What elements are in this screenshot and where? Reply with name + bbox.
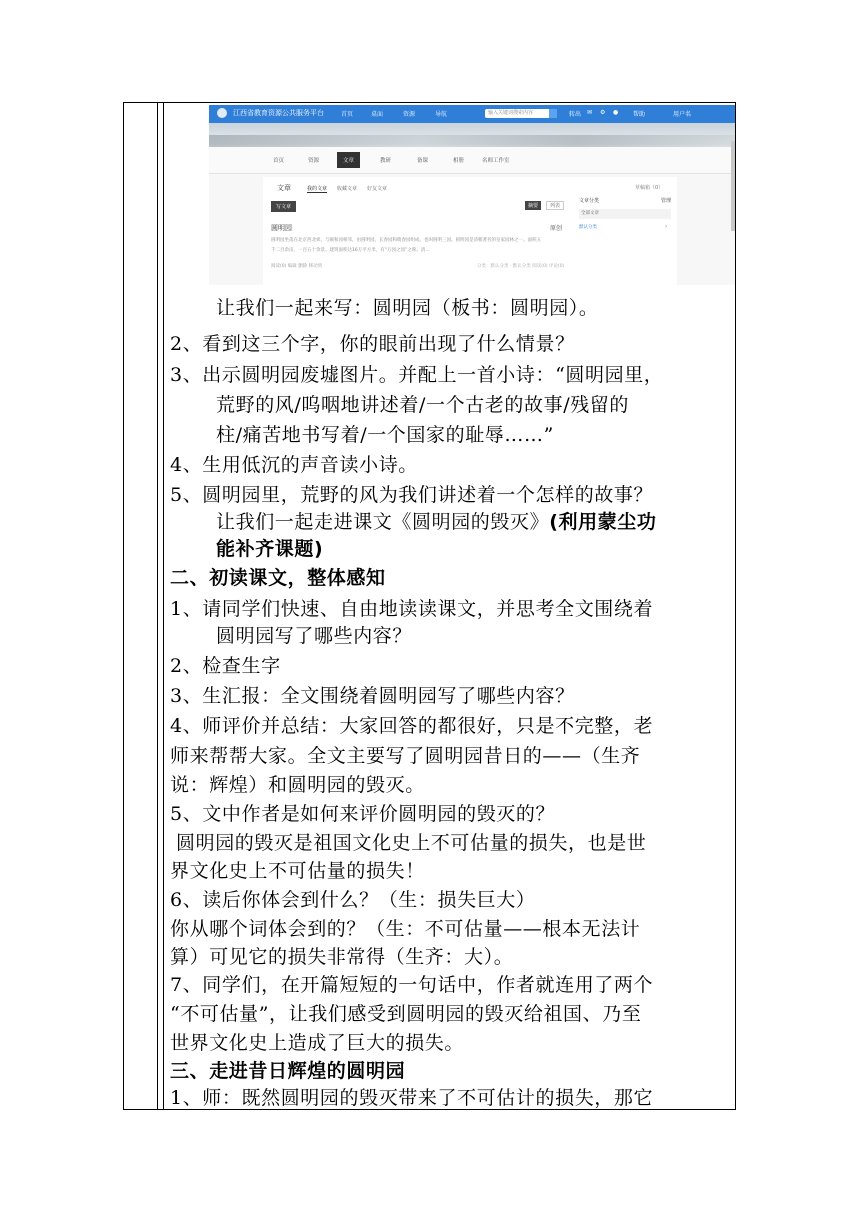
- text-line: 荒野的风/呜咽地讲述着/一个古老的故事/残留的: [216, 394, 630, 416]
- text-line: 6、读后你体会到什么？（生：损失巨大）: [170, 889, 536, 911]
- text-line: 圆明园的毁灭是祖国文化史上不可估量的损失，也是世: [176, 832, 647, 854]
- text-line: 算）可见它的损失非常得（生齐：大）。: [170, 946, 514, 968]
- article-panel: [263, 177, 677, 285]
- category-title: 文章分类: [579, 198, 600, 204]
- portal-logo-icon: [217, 108, 227, 118]
- nav-item-home[interactable]: 首页: [341, 111, 354, 118]
- tab-album[interactable]: 相册: [453, 158, 465, 164]
- category-sidebar: [579, 197, 671, 257]
- text-line: 4、生用低沉的声音读小诗。: [170, 454, 418, 476]
- subtab-my-articles[interactable]: 我的文章: [307, 186, 328, 192]
- text-line: 师来帮帮大家。全文主要写了圆明园昔日的——（生齐: [170, 745, 641, 767]
- subtab-friends[interactable]: 好友文章: [367, 186, 388, 192]
- text-line: 让我们一起来写：圆明园（板书：圆明园）。: [216, 297, 599, 319]
- text-line: 圆明园写了哪些内容？: [216, 625, 413, 647]
- chevron-right-icon[interactable]: ›: [665, 223, 668, 230]
- help-link[interactable]: 帮助: [633, 111, 646, 118]
- text-line: 7、同学们，在开篇短短的一句话中，作者就连用了两个: [170, 974, 654, 996]
- text-line: 1、师：既然圆明园的毁灭带来了不可估计的损失，那它: [170, 1087, 654, 1109]
- nav-item-desktop[interactable]: 桌面: [371, 111, 384, 118]
- category-all[interactable]: 全部文章: [579, 209, 671, 219]
- category-manage-link[interactable]: 管理: [661, 198, 672, 204]
- view-summary-button[interactable]: 摘要: [525, 201, 541, 210]
- portal-tabs: [209, 147, 735, 174]
- view-list-button[interactable]: 列表: [546, 201, 564, 210]
- notification-icon[interactable]: ●: [613, 109, 619, 116]
- settings-icon[interactable]: ⚙: [600, 109, 606, 116]
- mail-icon[interactable]: ✉: [587, 109, 593, 116]
- header-item-transfer[interactable]: 转出: [569, 111, 582, 118]
- text-line: 说：辉煌）和圆明园的毁灭。: [170, 774, 425, 796]
- section-heading: 二、初读课文，整体感知: [170, 567, 386, 589]
- text-line: 世界文化史上造成了巨大的损失。: [170, 1032, 465, 1054]
- nav-item-resources[interactable]: 资源: [403, 111, 416, 118]
- write-article-button[interactable]: 写文章: [271, 201, 296, 212]
- text-line: 2、检查生字: [170, 655, 281, 677]
- text-line: 4、师评价并总结：大家回答的都很好，只是不完整，老: [170, 715, 654, 737]
- category-default[interactable]: 默认分类: [579, 225, 597, 230]
- article-meta-right: 分类：默认分类 · 默认分类 阅读(0) 评论(0): [477, 264, 565, 269]
- table-column-left: [124, 103, 158, 1109]
- text-line: 5、圆明园里，荒野的风为我们讲述着一个怎样的故事？: [170, 484, 654, 506]
- text-line: 3、出示圆明园废墟图片。并配上一首小诗：“圆明园里，: [170, 364, 664, 386]
- tab-studio[interactable]: 名师工作室: [482, 158, 510, 164]
- embedded-screenshot: [209, 105, 735, 285]
- tab-resources[interactable]: 资源: [308, 158, 320, 164]
- article-title[interactable]: 圆明园: [271, 224, 292, 232]
- tab-articles[interactable]: 文章: [337, 152, 360, 168]
- banner-mountains: [209, 135, 735, 147]
- portal-header: [209, 105, 735, 123]
- text-line: 让我们一起走进课文《圆明园的毁灭》(利用蒙尘功: [216, 511, 657, 533]
- text-line-bold: 能补齐课题): [216, 538, 324, 560]
- text-line: 界文化史上不可估量的损失！: [170, 860, 425, 882]
- text-line: 2、看到这三个字，你的眼前出现了什么情景？: [170, 333, 575, 355]
- subtab-favorites[interactable]: 收藏文章: [337, 186, 358, 192]
- drafts-link[interactable]: 草稿箱（0）: [635, 185, 664, 191]
- text-line: “不可估量”，让我们感受到圆明园的毁灭给祖国、乃至: [170, 1003, 642, 1025]
- portal-title: 江西省教育资源公共服务平台: [233, 109, 324, 117]
- text-line: 柱/痛苦地书写着/一个国家的耻辱……”: [216, 424, 554, 446]
- panel-title: 文章: [277, 184, 291, 192]
- text-line: 你从哪个词体会到的？（生：不可估量——根本无法计: [170, 918, 641, 940]
- text-line: 5、文中作者是如何来评价圆明园的毁灭的？: [170, 803, 556, 825]
- tab-home[interactable]: 首页: [273, 158, 285, 164]
- article-excerpt: 圆明园坐落在北京西北郊，与颐和园相邻，由圆明园、长春园和绮春园组成，也叫圆明三园。圆明园是清朝著名的皇家园林之一。面积五: [271, 238, 541, 243]
- article-meta: 阅读(0) 编辑 删除 移动到: [271, 264, 323, 269]
- search-button[interactable]: [549, 109, 557, 118]
- search-input[interactable]: 输入关键词搜索内容: [485, 109, 553, 118]
- table-column-narrow: [158, 103, 164, 1109]
- tab-research[interactable]: 教研: [380, 158, 392, 164]
- article-excerpt: 千二百余亩，一百五十余景。建筑面积达16万平方米，有“万园之园”之称。清...: [271, 248, 430, 253]
- scrollbar[interactable]: [731, 141, 735, 231]
- article-tag: 原创: [550, 225, 563, 232]
- text-line: 3、生汇报：全文围绕着圆明园写了哪些内容？: [170, 685, 575, 707]
- tab-lesson-prep[interactable]: 备课: [417, 158, 429, 164]
- text-line: 1、请同学们快速、自由地读读课文，并思考全文围绕着: [170, 598, 654, 620]
- user-name[interactable]: 用户名: [673, 111, 692, 118]
- nav-item-guide[interactable]: 导航: [435, 111, 448, 118]
- section-heading: 三、走进昔日辉煌的圆明园: [170, 1060, 406, 1082]
